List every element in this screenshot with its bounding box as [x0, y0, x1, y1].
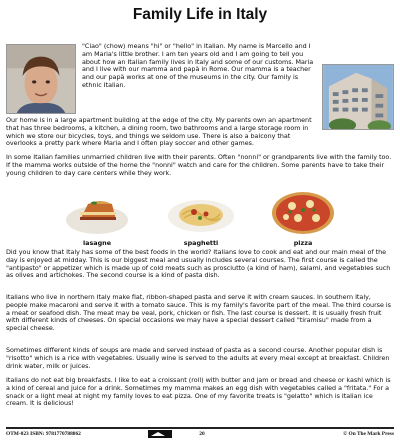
lasagne-photo: [64, 190, 130, 236]
footer-code: OTM-023 ISBN: 9781770788862: [6, 431, 81, 437]
boy-portrait-photo: [6, 44, 76, 114]
pizza-caption: pizza: [293, 239, 313, 247]
spaghetti-image: [166, 190, 236, 236]
spaghetti-caption: spaghetti: [183, 239, 219, 247]
spaghetti-photo: [166, 190, 236, 236]
lasagne-image: [64, 190, 130, 236]
apartment-building-photo: [322, 64, 394, 130]
soups-paragraph: Sometimes different kinds of soups are made and served instead of pasta as a second course. Another popular dish is "risotto" which is a rice with vegetables. Usually wine is served to the adults at every meal except at breakfast. Children drink water, milk or juices.: [6, 346, 390, 370]
pizza-photo: [270, 190, 336, 236]
pasta-paragraph: Italians who live in northern Italy make flat, ribbon-shaped pasta and serve it with cream sauces. In southern Italy, people make macaroni and serve it with a tomato sauce. This is my family's favorite part of the meal. The third course is a meat or seafood dish. The meat may be veal, pork, chicken or fish. The last course is dessert. It is usually fresh fruit with different kinds of cheeses. On special occasions we may have a special dessert called "tiramisu" made from a special cheese.: [6, 293, 391, 333]
pizza-image: [270, 190, 336, 236]
breakfast-paragraph: Italians do not eat big breakfasts. I like to eat a croissant (roll) with butter and jam or bread and cheese or kashi which is a kind of cereal and juice for a drink. Sometimes my mamma makes an egg dish with vegetables called a "fritata." For a snack or a light meal at night my family loves to eat pizza. One of my favorite treats is "gelatto" which is Italian ice cream. It is delicious!: [6, 376, 391, 408]
apartment-building-image: [323, 65, 393, 129]
boy-portrait-image: [7, 45, 75, 113]
page-title: Family Life in Italy: [132, 6, 268, 23]
food-paragraph: Did you know that Italy has some of the best foods in the world? Italians love to cook and eat and our main meal of the day is enjoyed at midday. This is our biggest meal and usually includes several courses. The first course is called the "antipasto" or appetizer which is made up of cold meats such as prosciutto (a kind of ham), salami, and vegetables such as olives and artichokes. The second course is a kind of pasta dish.: [6, 248, 391, 280]
footer-rule: [6, 427, 394, 429]
footer-copyright: © On The Mark Press: [343, 431, 394, 437]
publisher-logo-icon: [148, 429, 172, 439]
intro-paragraph: "Ciao" (chow) means "hi" or "hello" in Italian. My name is Marcello and I am Maria's little brother. I am ten years old and I am going to tell you about how an Italian family lives in Italy and some of our customs. Maria and I live with our mamma and papà in Rome. Our mamma is a teacher and our papà works at one of the museums in the city. Our family is ethnic Italian.: [82, 42, 314, 89]
page-number: 20: [199, 431, 205, 437]
family-paragraph: In some Italian families unmarried children live with their parents. Often "nonni" or grandparents live with the family too. If the mamma works outside of the home the "nonni" watch and care for the children. Some parents have to take their young children to day care centers while they work.: [6, 153, 392, 177]
home-paragraph: Our home is in a large apartment building at the edge of the city. My parents own an apartment that has three bedrooms, a kitchen, a dining room, two bathrooms and a large storage room in which we store our bicycles, toys, and things we seldom use. There is also a balcony that overlooks a pretty park where Maria and I often play soccer and other games.: [6, 116, 312, 148]
lasagne-caption: lasagne: [82, 239, 112, 247]
